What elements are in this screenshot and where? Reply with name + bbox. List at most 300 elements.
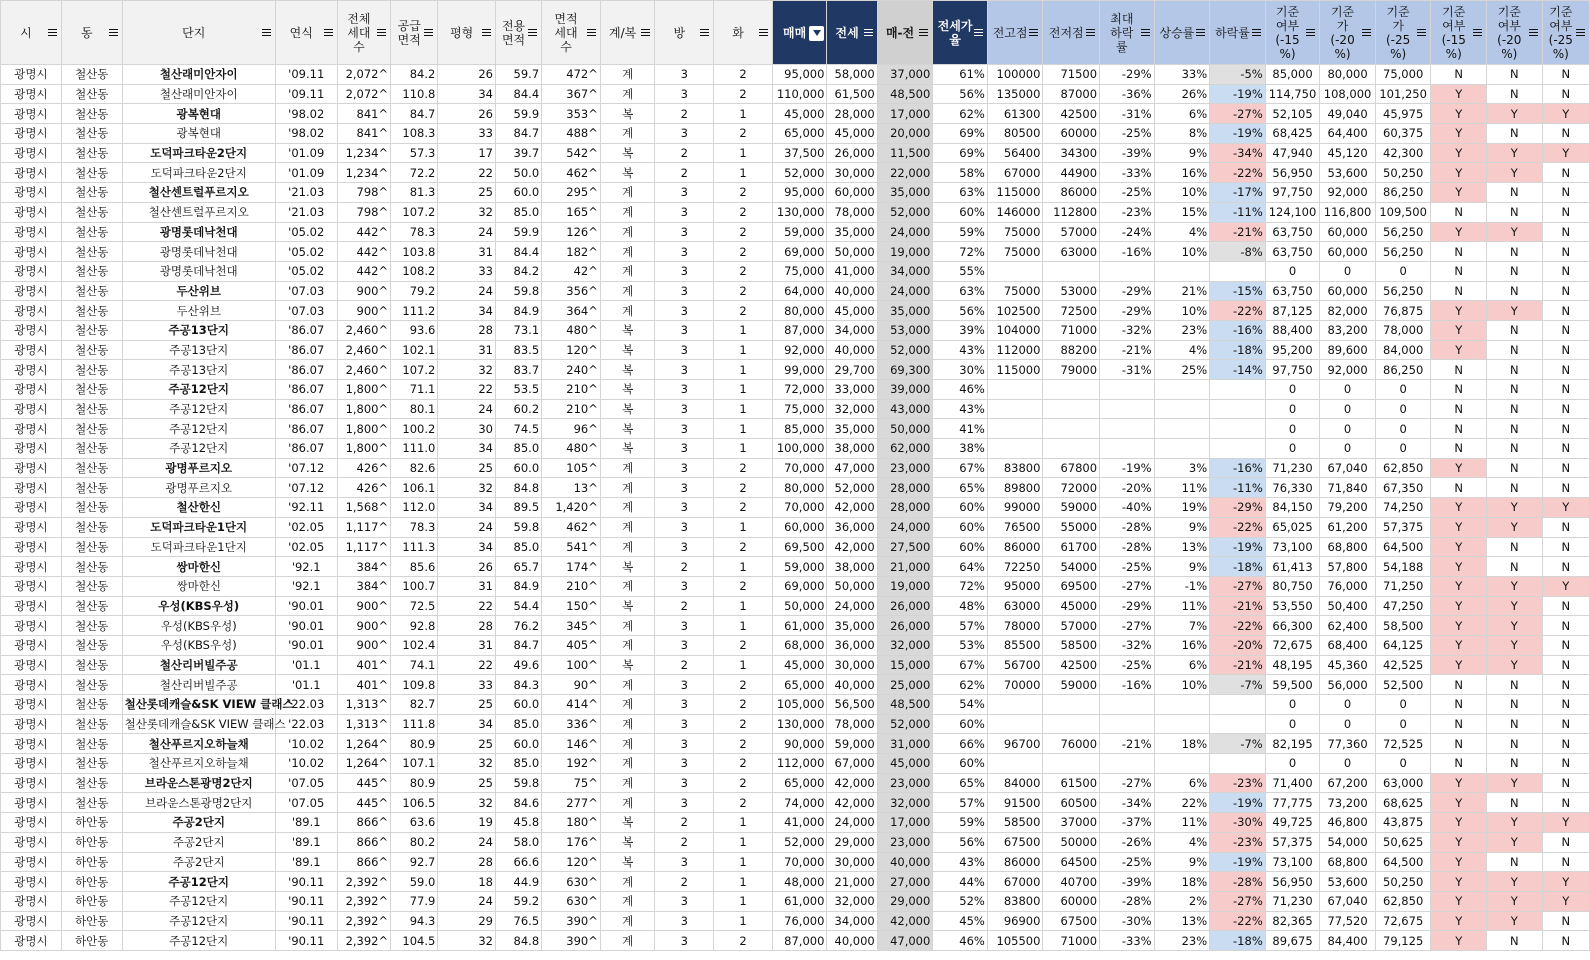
- table-cell[interactable]: 1,117^: [337, 537, 390, 557]
- table-cell[interactable]: N: [1542, 517, 1589, 537]
- table-cell[interactable]: 69,000: [772, 576, 827, 596]
- table-cell[interactable]: 165^: [542, 202, 601, 222]
- table-cell[interactable]: 43%: [933, 852, 988, 872]
- table-cell[interactable]: 72.5: [391, 596, 438, 616]
- table-row[interactable]: [1, 576, 1590, 596]
- table-cell[interactable]: N: [1487, 439, 1543, 459]
- table-cell[interactable]: -22%: [1210, 301, 1266, 321]
- table-row[interactable]: [1, 439, 1590, 459]
- table-cell[interactable]: 84,150: [1265, 498, 1320, 518]
- table-cell[interactable]: 철산동: [61, 222, 122, 242]
- table-cell[interactable]: 192^: [542, 754, 601, 774]
- table-cell[interactable]: 45%: [933, 911, 988, 931]
- table-cell[interactable]: 33,000: [827, 380, 877, 400]
- table-cell[interactable]: 3: [655, 222, 714, 242]
- column-header-11[interactable]: [714, 1, 773, 65]
- table-cell[interactable]: 80,000: [772, 478, 827, 498]
- table-cell[interactable]: Y: [1542, 498, 1589, 518]
- table-cell[interactable]: 철산동: [61, 596, 122, 616]
- table-cell[interactable]: 3: [655, 84, 714, 104]
- table-cell[interactable]: 99,000: [772, 360, 827, 380]
- table-cell[interactable]: 34: [438, 439, 496, 459]
- table-cell[interactable]: '02.05: [275, 517, 337, 537]
- table-cell[interactable]: 84.7: [391, 104, 438, 124]
- table-cell[interactable]: 18%: [1154, 734, 1210, 754]
- table-cell[interactable]: 67,000: [827, 754, 877, 774]
- table-cell[interactable]: '98.02: [275, 124, 337, 144]
- table-cell[interactable]: 광명시: [1, 104, 62, 124]
- table-cell[interactable]: 83,200: [1320, 320, 1376, 340]
- table-cell[interactable]: -31%: [1100, 360, 1155, 380]
- table-cell[interactable]: 24,000: [877, 222, 933, 242]
- table-cell[interactable]: 462^: [542, 163, 601, 183]
- table-row[interactable]: [1, 143, 1590, 163]
- table-cell[interactable]: 56,250: [1375, 242, 1431, 262]
- table-cell[interactable]: N: [1542, 202, 1589, 222]
- table-cell[interactable]: 66.6: [496, 852, 542, 872]
- table-cell[interactable]: 48,000: [772, 872, 827, 892]
- table-cell[interactable]: 1: [714, 419, 773, 439]
- table-cell[interactable]: 24: [438, 222, 496, 242]
- table-cell[interactable]: N: [1542, 183, 1589, 203]
- table-cell[interactable]: 50,000: [827, 242, 877, 262]
- table-cell[interactable]: Y: [1431, 183, 1487, 203]
- table-cell[interactable]: 100000: [987, 65, 1043, 85]
- table-cell[interactable]: 384^: [337, 576, 390, 596]
- table-cell[interactable]: 30%: [933, 360, 988, 380]
- table-cell[interactable]: 68,000: [772, 635, 827, 655]
- table-cell[interactable]: 광명시: [1, 163, 62, 183]
- table-cell[interactable]: -39%: [1100, 143, 1155, 163]
- table-cell[interactable]: 75000: [987, 242, 1043, 262]
- table-cell[interactable]: -7%: [1210, 734, 1266, 754]
- table-cell[interactable]: -20%: [1210, 635, 1266, 655]
- table-row[interactable]: [1, 931, 1590, 951]
- table-cell[interactable]: 59,000: [827, 734, 877, 754]
- table-cell[interactable]: [1210, 380, 1266, 400]
- table-cell[interactable]: -16%: [1210, 320, 1266, 340]
- column-header-10[interactable]: [655, 1, 714, 65]
- table-cell[interactable]: [1154, 695, 1210, 715]
- table-cell[interactable]: 56,000: [1320, 675, 1376, 695]
- table-row[interactable]: [1, 478, 1590, 498]
- table-cell[interactable]: 62,850: [1375, 458, 1431, 478]
- table-cell[interactable]: 철산동: [61, 576, 122, 596]
- table-cell[interactable]: 주공12단지: [122, 399, 275, 419]
- table-cell[interactable]: 295^: [542, 183, 601, 203]
- table-cell[interactable]: 56400: [987, 143, 1043, 163]
- table-cell[interactable]: 0: [1320, 399, 1376, 419]
- table-cell[interactable]: 40,000: [827, 340, 877, 360]
- table-cell[interactable]: 174^: [542, 557, 601, 577]
- table-cell[interactable]: N: [1487, 202, 1543, 222]
- table-cell[interactable]: 71.1: [391, 380, 438, 400]
- table-cell[interactable]: 철산롯데캐슬&SK VIEW 클래스: [122, 695, 275, 715]
- table-cell[interactable]: 57%: [933, 616, 988, 636]
- table-cell[interactable]: 80,750: [1265, 576, 1320, 596]
- table-cell[interactable]: 3: [655, 675, 714, 695]
- table-cell[interactable]: 1: [714, 163, 773, 183]
- table-cell[interactable]: 240^: [542, 360, 601, 380]
- table-cell[interactable]: 34: [438, 301, 496, 321]
- table-cell[interactable]: 광명시: [1, 340, 62, 360]
- table-cell[interactable]: -34%: [1210, 143, 1266, 163]
- table-cell[interactable]: 65%: [933, 773, 988, 793]
- table-cell[interactable]: 60.0: [496, 183, 542, 203]
- table-cell[interactable]: 108,000: [1320, 84, 1376, 104]
- table-cell[interactable]: 2: [655, 872, 714, 892]
- table-row[interactable]: [1, 734, 1590, 754]
- table-cell[interactable]: 60%: [933, 714, 988, 734]
- table-cell[interactable]: -27%: [1210, 891, 1266, 911]
- table-cell[interactable]: Y: [1431, 537, 1487, 557]
- table-cell[interactable]: 63,750: [1265, 222, 1320, 242]
- table-cell[interactable]: 84,000: [1375, 340, 1431, 360]
- table-cell[interactable]: -25%: [1100, 852, 1155, 872]
- table-cell[interactable]: Y: [1431, 872, 1487, 892]
- table-cell[interactable]: 38,000: [827, 557, 877, 577]
- table-cell[interactable]: 20,000: [877, 124, 933, 144]
- table-cell[interactable]: 광명푸르지오: [122, 478, 275, 498]
- table-cell[interactable]: 3: [655, 478, 714, 498]
- table-cell[interactable]: 107.2: [391, 202, 438, 222]
- table-cell[interactable]: 277^: [542, 793, 601, 813]
- table-cell[interactable]: 60000: [1043, 891, 1100, 911]
- table-cell[interactable]: 111.8: [391, 714, 438, 734]
- table-cell[interactable]: [1210, 419, 1266, 439]
- table-cell[interactable]: 75,000: [772, 399, 827, 419]
- table-row[interactable]: [1, 872, 1590, 892]
- table-cell[interactable]: 10%: [1154, 301, 1210, 321]
- table-cell[interactable]: 480^: [542, 320, 601, 340]
- table-cell[interactable]: [1100, 439, 1155, 459]
- table-cell[interactable]: 58,500: [1375, 616, 1431, 636]
- table-cell[interactable]: 56%: [933, 301, 988, 321]
- table-cell[interactable]: -21%: [1210, 596, 1266, 616]
- column-header-12[interactable]: [772, 1, 827, 65]
- column-header-24[interactable]: [1431, 1, 1487, 65]
- table-cell[interactable]: 57000: [1043, 616, 1100, 636]
- table-cell[interactable]: 71,250: [1375, 576, 1431, 596]
- table-cell[interactable]: 60,000: [772, 517, 827, 537]
- table-cell[interactable]: 57,375: [1375, 517, 1431, 537]
- table-cell[interactable]: 0: [1375, 419, 1431, 439]
- table-cell[interactable]: 63000: [987, 596, 1043, 616]
- table-cell[interactable]: -32%: [1100, 635, 1155, 655]
- column-header-13[interactable]: [827, 1, 877, 65]
- table-row[interactable]: [1, 635, 1590, 655]
- table-cell[interactable]: Y: [1431, 852, 1487, 872]
- table-cell[interactable]: 철산동: [61, 498, 122, 518]
- table-cell[interactable]: 2%: [1154, 891, 1210, 911]
- table-row[interactable]: [1, 891, 1590, 911]
- table-cell[interactable]: 4%: [1154, 340, 1210, 360]
- table-cell[interactable]: 37000: [1043, 813, 1100, 833]
- table-cell[interactable]: Y: [1431, 635, 1487, 655]
- table-cell[interactable]: 광명시: [1, 320, 62, 340]
- table-cell[interactable]: 도덕파크타운2단지: [122, 143, 275, 163]
- table-cell[interactable]: 1,800^: [337, 439, 390, 459]
- table-cell[interactable]: 광명시: [1, 84, 62, 104]
- table-cell[interactable]: 124,100: [1265, 202, 1320, 222]
- table-cell[interactable]: 29,000: [877, 891, 933, 911]
- table-cell[interactable]: 27,000: [877, 872, 933, 892]
- table-cell[interactable]: 46,800: [1320, 813, 1376, 833]
- table-cell[interactable]: 2: [714, 84, 773, 104]
- table-cell[interactable]: [1100, 419, 1155, 439]
- table-cell[interactable]: 56,250: [1375, 281, 1431, 301]
- table-cell[interactable]: 1: [714, 517, 773, 537]
- table-cell[interactable]: 84.8: [496, 931, 542, 951]
- table-cell[interactable]: 57.3: [391, 143, 438, 163]
- table-cell[interactable]: 81.3: [391, 183, 438, 203]
- table-cell[interactable]: -27%: [1210, 576, 1266, 596]
- table-cell[interactable]: 111.0: [391, 439, 438, 459]
- table-cell[interactable]: 광명시: [1, 616, 62, 636]
- table-cell[interactable]: 84000: [987, 773, 1043, 793]
- table-cell[interactable]: Y: [1542, 813, 1589, 833]
- table-cell[interactable]: 61,000: [772, 616, 827, 636]
- table-cell[interactable]: 82.7: [391, 695, 438, 715]
- table-cell[interactable]: Y: [1431, 931, 1487, 951]
- table-cell[interactable]: 3: [655, 65, 714, 85]
- table-cell[interactable]: N: [1487, 183, 1543, 203]
- table-cell[interactable]: 24,000: [827, 813, 877, 833]
- table-cell[interactable]: 주공12단지: [122, 891, 275, 911]
- table-row[interactable]: [1, 104, 1590, 124]
- table-cell[interactable]: 60%: [933, 537, 988, 557]
- table-cell[interactable]: -29%: [1210, 498, 1266, 518]
- table-cell[interactable]: 39,000: [877, 380, 933, 400]
- table-cell[interactable]: 7%: [1154, 616, 1210, 636]
- table-cell[interactable]: 복: [600, 163, 655, 183]
- table-cell[interactable]: 철산푸르지오하늘채: [122, 754, 275, 774]
- table-cell[interactable]: 85500: [987, 635, 1043, 655]
- table-cell[interactable]: -23%: [1100, 202, 1155, 222]
- table-cell[interactable]: '86.07: [275, 419, 337, 439]
- table-cell[interactable]: 두산위브: [122, 301, 275, 321]
- table-cell[interactable]: 3: [655, 419, 714, 439]
- table-cell[interactable]: 하안동: [61, 852, 122, 872]
- table-cell[interactable]: 2: [714, 675, 773, 695]
- table-cell[interactable]: '90.01: [275, 596, 337, 616]
- table-cell[interactable]: [1154, 261, 1210, 281]
- table-cell[interactable]: 철산동: [61, 104, 122, 124]
- table-cell[interactable]: 1: [714, 557, 773, 577]
- table-cell[interactable]: 63%: [933, 183, 988, 203]
- table-row[interactable]: [1, 832, 1590, 852]
- table-cell[interactable]: 3: [655, 202, 714, 222]
- table-cell[interactable]: N: [1542, 419, 1589, 439]
- table-cell[interactable]: 0: [1375, 754, 1431, 774]
- table-cell[interactable]: 73.1: [496, 320, 542, 340]
- table-cell[interactable]: 2: [655, 163, 714, 183]
- table-cell[interactable]: -37%: [1100, 813, 1155, 833]
- table-cell[interactable]: 78.3: [391, 517, 438, 537]
- table-cell[interactable]: 42,000: [877, 911, 933, 931]
- table-cell[interactable]: 광명시: [1, 183, 62, 203]
- table-cell[interactable]: 계: [600, 714, 655, 734]
- table-cell[interactable]: Y: [1487, 813, 1543, 833]
- table-cell[interactable]: 64,400: [1320, 124, 1376, 144]
- table-cell[interactable]: 42500: [1043, 655, 1100, 675]
- table-cell[interactable]: 44900: [1043, 163, 1100, 183]
- table-cell[interactable]: '05.02: [275, 242, 337, 262]
- table-cell[interactable]: [1154, 439, 1210, 459]
- filter-dropdown-icon[interactable]: [917, 26, 930, 39]
- table-cell[interactable]: 65,025: [1265, 517, 1320, 537]
- table-cell[interactable]: 2,460^: [337, 360, 390, 380]
- table-cell[interactable]: 52,000: [772, 832, 827, 852]
- table-cell[interactable]: 0: [1265, 419, 1320, 439]
- table-cell[interactable]: 계: [600, 695, 655, 715]
- table-cell[interactable]: 100^: [542, 655, 601, 675]
- table-cell[interactable]: 65,000: [772, 773, 827, 793]
- table-cell[interactable]: 47,000: [877, 931, 933, 951]
- table-cell[interactable]: 2: [714, 202, 773, 222]
- table-cell[interactable]: 철산동: [61, 695, 122, 715]
- table-cell[interactable]: 89,600: [1320, 340, 1376, 360]
- table-cell[interactable]: 1,800^: [337, 380, 390, 400]
- table-cell[interactable]: -22%: [1210, 911, 1266, 931]
- table-cell[interactable]: N: [1487, 734, 1543, 754]
- table-cell[interactable]: N: [1542, 557, 1589, 577]
- table-cell[interactable]: 광복현대: [122, 124, 275, 144]
- table-cell[interactable]: 주공12단지: [122, 931, 275, 951]
- table-cell[interactable]: Y: [1487, 143, 1543, 163]
- table-cell[interactable]: 59.7: [496, 65, 542, 85]
- table-cell[interactable]: -18%: [1210, 557, 1266, 577]
- table-cell[interactable]: -33%: [1100, 931, 1155, 951]
- table-cell[interactable]: 45,975: [1375, 104, 1431, 124]
- table-cell[interactable]: [987, 439, 1043, 459]
- table-cell[interactable]: 계: [600, 931, 655, 951]
- table-cell[interactable]: 60,000: [827, 183, 877, 203]
- table-cell[interactable]: 44.9: [496, 872, 542, 892]
- table-cell[interactable]: 57000: [1043, 222, 1100, 242]
- table-cell[interactable]: N: [1431, 242, 1487, 262]
- table-cell[interactable]: 철산동: [61, 458, 122, 478]
- table-cell[interactable]: N: [1431, 754, 1487, 774]
- table-cell[interactable]: 3: [655, 714, 714, 734]
- table-cell[interactable]: 49,040: [1320, 104, 1376, 124]
- table-cell[interactable]: 계: [600, 458, 655, 478]
- table-cell[interactable]: 광명시: [1, 891, 62, 911]
- table-cell[interactable]: 85.0: [496, 439, 542, 459]
- table-cell[interactable]: 112000: [987, 340, 1043, 360]
- table-cell[interactable]: 38%: [933, 439, 988, 459]
- filter-active-icon[interactable]: [809, 26, 824, 41]
- table-cell[interactable]: 32,000: [877, 793, 933, 813]
- table-cell[interactable]: Y: [1431, 596, 1487, 616]
- table-cell[interactable]: 89.5: [496, 498, 542, 518]
- table-cell[interactable]: 26: [438, 557, 496, 577]
- table-cell[interactable]: 105^: [542, 458, 601, 478]
- table-cell[interactable]: [1154, 754, 1210, 774]
- table-cell[interactable]: 61500: [1043, 773, 1100, 793]
- column-header-18[interactable]: [1100, 1, 1155, 65]
- table-row[interactable]: [1, 419, 1590, 439]
- table-cell[interactable]: 53000: [1043, 281, 1100, 301]
- table-cell[interactable]: 42,000: [827, 773, 877, 793]
- table-cell[interactable]: [1043, 714, 1100, 734]
- table-cell[interactable]: N: [1431, 380, 1487, 400]
- table-cell[interactable]: 48,195: [1265, 655, 1320, 675]
- table-cell[interactable]: 115000: [987, 360, 1043, 380]
- table-cell[interactable]: 32,000: [877, 635, 933, 655]
- table-cell[interactable]: 53,600: [1320, 163, 1376, 183]
- table-cell[interactable]: 86,250: [1375, 183, 1431, 203]
- table-cell[interactable]: 계: [600, 261, 655, 281]
- table-cell[interactable]: 계: [600, 222, 655, 242]
- table-cell[interactable]: 105500: [987, 931, 1043, 951]
- table-cell[interactable]: -8%: [1210, 242, 1266, 262]
- table-cell[interactable]: 405^: [542, 635, 601, 655]
- table-cell[interactable]: 56700: [987, 655, 1043, 675]
- table-cell[interactable]: -21%: [1100, 734, 1155, 754]
- table-cell[interactable]: 59,000: [772, 222, 827, 242]
- table-cell[interactable]: '05.02: [275, 261, 337, 281]
- table-cell[interactable]: [1100, 399, 1155, 419]
- table-cell[interactable]: 31: [438, 576, 496, 596]
- table-cell[interactable]: 50,625: [1375, 832, 1431, 852]
- table-cell[interactable]: 99000: [987, 498, 1043, 518]
- table-cell[interactable]: Y: [1487, 498, 1543, 518]
- table-cell[interactable]: 50.0: [496, 163, 542, 183]
- table-cell[interactable]: 3: [655, 360, 714, 380]
- table-cell[interactable]: 80500: [987, 124, 1043, 144]
- table-cell[interactable]: 23%: [1154, 931, 1210, 951]
- table-row[interactable]: [1, 458, 1590, 478]
- table-cell[interactable]: 57,375: [1265, 832, 1320, 852]
- table-cell[interactable]: 900^: [337, 635, 390, 655]
- table-cell[interactable]: 37,000: [877, 65, 933, 85]
- table-cell[interactable]: 47,000: [827, 458, 877, 478]
- table-cell[interactable]: N: [1487, 281, 1543, 301]
- table-cell[interactable]: 83.7: [496, 360, 542, 380]
- table-cell[interactable]: 42,525: [1375, 655, 1431, 675]
- table-cell[interactable]: 브라운스톤광명2단지: [122, 793, 275, 813]
- table-cell[interactable]: 2: [655, 832, 714, 852]
- table-cell[interactable]: [1100, 714, 1155, 734]
- table-cell[interactable]: 28,000: [877, 478, 933, 498]
- table-cell[interactable]: 80.9: [391, 773, 438, 793]
- table-cell[interactable]: 146^: [542, 734, 601, 754]
- table-cell[interactable]: 32: [438, 202, 496, 222]
- table-cell[interactable]: Y: [1431, 832, 1487, 852]
- table-cell[interactable]: 광명시: [1, 537, 62, 557]
- table-cell[interactable]: 67,040: [1320, 458, 1376, 478]
- table-cell[interactable]: 69,500: [772, 537, 827, 557]
- table-cell[interactable]: 19%: [1154, 498, 1210, 518]
- table-cell[interactable]: 56,500: [827, 695, 877, 715]
- table-cell[interactable]: 24: [438, 281, 496, 301]
- table-cell[interactable]: -27%: [1210, 104, 1266, 124]
- table-cell[interactable]: 68,800: [1320, 852, 1376, 872]
- table-cell[interactable]: 철산동: [61, 320, 122, 340]
- table-cell[interactable]: 73,100: [1265, 852, 1320, 872]
- table-cell[interactable]: Y: [1431, 498, 1487, 518]
- table-cell[interactable]: -19%: [1100, 458, 1155, 478]
- table-cell[interactable]: 2: [714, 281, 773, 301]
- table-cell[interactable]: 107.2: [391, 360, 438, 380]
- table-cell[interactable]: 4%: [1154, 832, 1210, 852]
- table-cell[interactable]: 210^: [542, 399, 601, 419]
- table-row[interactable]: [1, 813, 1590, 833]
- table-cell[interactable]: 39%: [933, 320, 988, 340]
- table-cell[interactable]: N: [1487, 320, 1543, 340]
- table-cell[interactable]: 계: [600, 754, 655, 774]
